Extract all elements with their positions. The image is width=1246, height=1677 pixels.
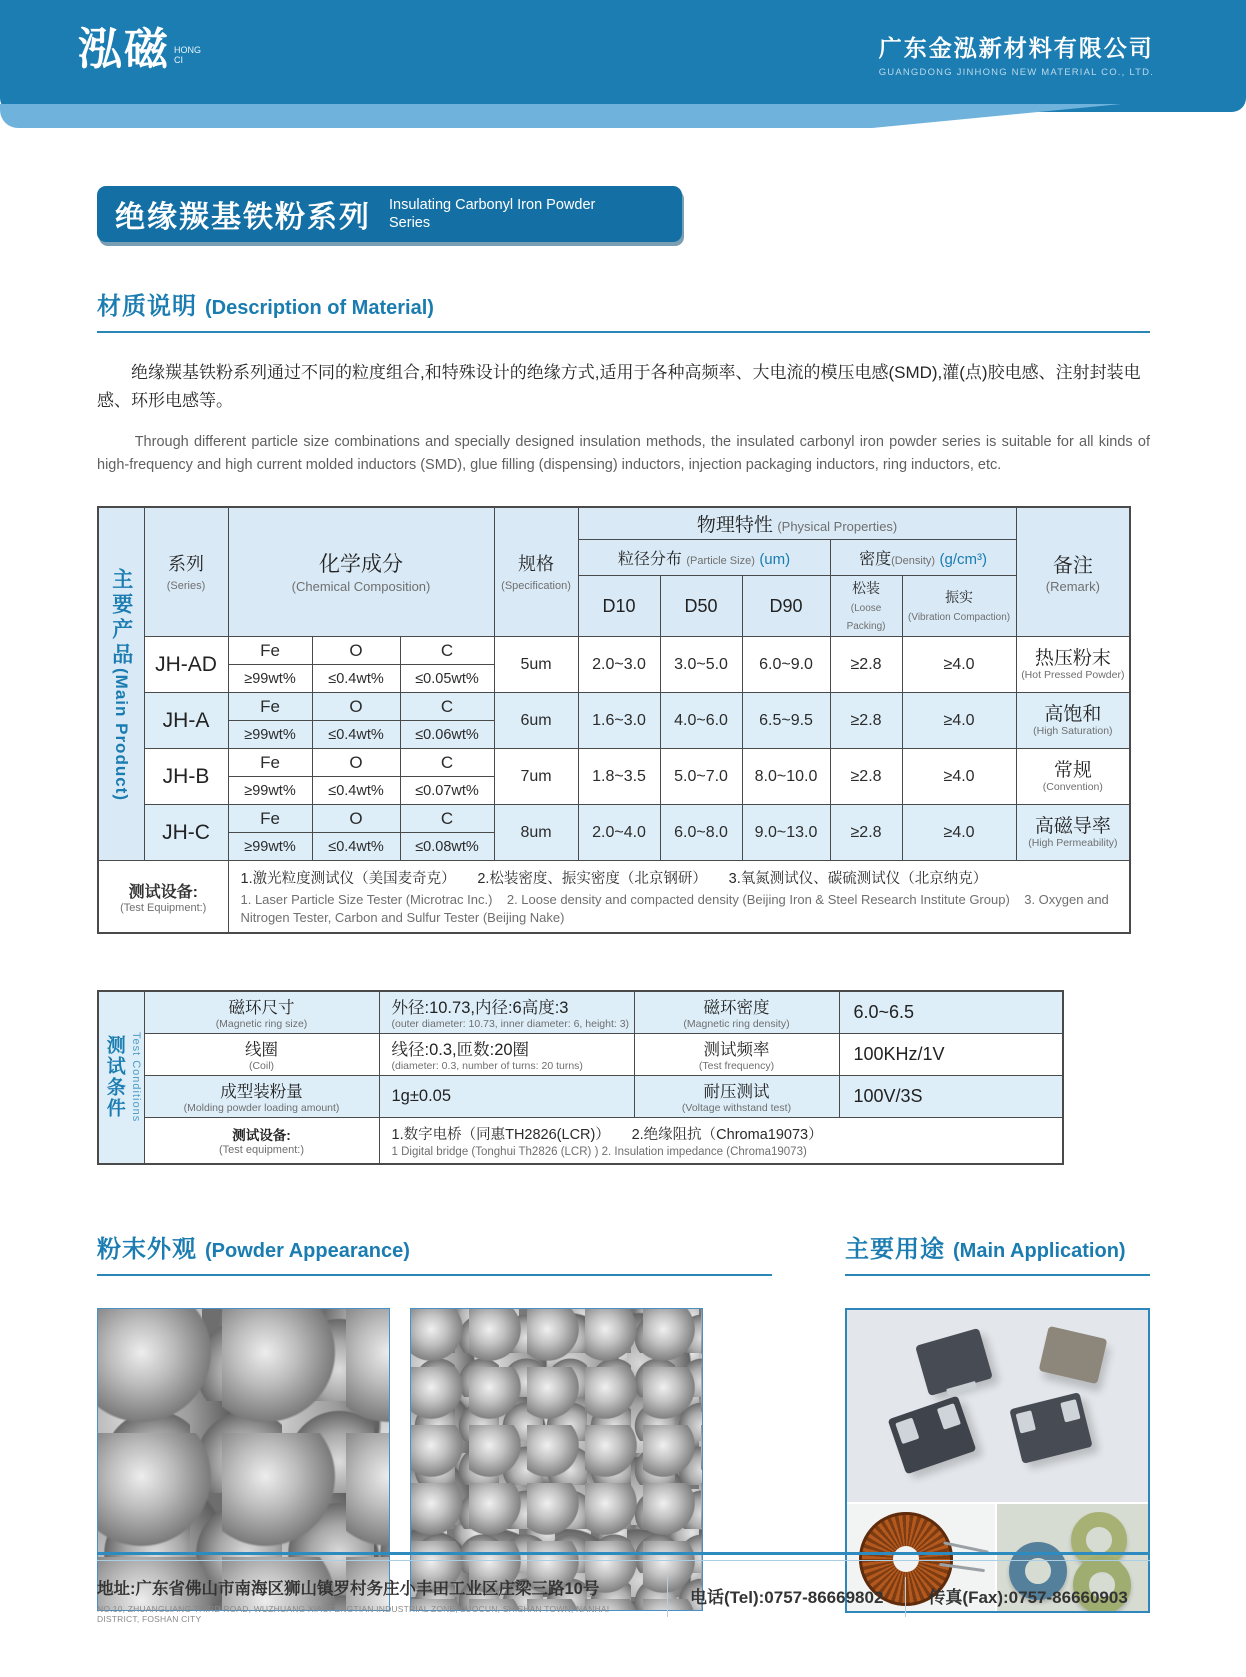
- footer-divider: [667, 1577, 668, 1617]
- d90-cell: 8.0~10.0: [742, 749, 830, 805]
- col-header-vibration: 振实 (Vibration Compaction): [902, 576, 1016, 637]
- d90-cell: 9.0~13.0: [742, 805, 830, 861]
- loose-density-cell: ≥2.8: [830, 693, 902, 749]
- section-heading-powder: 粉末外观 (Powder Appearance): [97, 1235, 410, 1263]
- test-conditions-table: [97, 990, 1064, 1165]
- d50-cell: 3.0~5.0: [660, 637, 742, 693]
- col-header-d10: D10: [578, 576, 660, 637]
- d50-cell: 4.0~6.0: [660, 693, 742, 749]
- test-row-ring-size: [98, 991, 1063, 1033]
- series-cell: JH-AD: [144, 637, 228, 693]
- logo-text: 泓磁: [78, 25, 170, 74]
- table-row-jh-a: JH-A Fe O C 6um 1.6~3.0 4.0~6.0 6.5~9.5 ≥2.8 ≥4.0 高饱和 (High Saturation): [98, 693, 1130, 721]
- d10-cell: 2.0~3.0: [578, 637, 660, 693]
- company-name-block: [879, 30, 1154, 78]
- page-header: [0, 0, 1246, 112]
- series-cell: JH-C: [144, 805, 228, 861]
- section-rule: [97, 1274, 772, 1276]
- powder-amount-label: 成型装粉量 (Molding powder loading amount): [144, 1075, 379, 1117]
- ring-density-value: 6.0~6.5: [839, 991, 1063, 1033]
- loose-density-cell: ≥2.8: [830, 637, 902, 693]
- page-content: [97, 186, 1150, 1613]
- col-header-d50: D50: [660, 576, 742, 637]
- vibration-density-cell: ≥4.0: [902, 749, 1016, 805]
- spec-cell: 7um: [494, 749, 578, 805]
- smd-inductor: [888, 1395, 977, 1474]
- section-heading-material-cn: 材质说明: [97, 293, 197, 320]
- test-equipment-label-2: 测试设备: (Test equipment:): [144, 1117, 379, 1164]
- vibration-density-cell: ≥4.0: [902, 693, 1016, 749]
- footer-divider: [905, 1577, 906, 1617]
- smd-inductor: [915, 1328, 993, 1396]
- telephone: 电话(Tel):0757-86669802: [690, 1588, 884, 1607]
- main-table-side-label: [98, 507, 144, 861]
- d90-cell: 6.5~9.5: [742, 693, 830, 749]
- test-row-coil: [98, 1033, 1063, 1075]
- ring-density-label: 磁环密度 (Magnetic ring density): [634, 991, 839, 1033]
- company-name-en: GUANGDONG JINHONG NEW MATERIAL CO., LTD.: [878, 67, 1154, 78]
- description-paragraph-cn: 绝缘羰基铁粉系列通过不同的粒度组合,和特殊设计的绝缘方式,适用于各种高频率、大电流的模压电感(SMD),灌(点)胶电感、注射封装电感、环形电感等。: [97, 363, 1141, 411]
- remark-cell: 常规 (Convention): [1016, 749, 1130, 805]
- address-en: NO.10, ZHUANGLIANG THIRD ROAD, WUZHUANG XIAOFENGTIAN INDUSTRIAL ZONE, LUOCUN, SHISHAN TOWN, NANHAI DISTRICT, FOSHAN CITY: [97, 1604, 610, 1624]
- test-equipment-row: [98, 861, 1130, 934]
- table-row-jh-c-values: ≥99wt% ≤0.4wt% ≤0.08wt%: [98, 833, 1130, 861]
- series-title-banner: [97, 186, 682, 242]
- series-title-en-line2: Series: [389, 215, 431, 231]
- description-paragraph-en: Through different particle size combinations and specially designed insulation methods, the insulated carbonyl iron powder series is suitable for all kinds of high-frequency and high current molded inductors (SMD), glue filling (dispensing) inductors, injection packaging inductors, ring inductors, etc.: [97, 434, 1150, 473]
- table-row-jh-b: JH-B Fe O C 7um 1.8~3.5 5.0~7.0 8.0~10.0 ≥2.8 ≥4.0 常规 (Convention): [98, 749, 1130, 777]
- col-header-chemical: 化学成分 (Chemical Composition): [228, 507, 494, 637]
- ring-size-label: 磁环尺寸 (Magnetic ring size): [144, 991, 379, 1033]
- col-header-remark: 备注 (Remark): [1016, 507, 1130, 637]
- frequency-value: 100KHz/1V: [839, 1033, 1063, 1075]
- section-heading-application: 主要用途 (Main Application): [845, 1235, 1126, 1263]
- footer-accent-line: [97, 1560, 1150, 1561]
- test-equipment-content: 1.激光粒度测试仪（美国麦奇克） 2.松装密度、振实密度（北京钢研） 3.氧氮测试仪、碳硫测试仪（北京纳克） 1. Laser Particle Size Tester (Microtrac Inc.) 2. Loose density and compacted density (Beijing Iron & Steel Research Institute Group) 3. Oxygen and Nitrogen Tester, Carbon and Sulfur Tester (Beijing Nake): [228, 861, 1130, 934]
- logo-subtext: [174, 46, 201, 66]
- col-header-spec: 规格 (Specification): [494, 507, 578, 637]
- table-row-jh-a-values: ≥99wt% ≤0.4wt% ≤0.06wt%: [98, 721, 1130, 749]
- test-equipment-label: 测试设备: (Test Equipment:): [98, 861, 228, 934]
- col-header-loose-packing: 松装 (Loose Packing): [830, 576, 902, 637]
- col-header-physical: 物理特性 (Physical Properties): [578, 507, 1016, 540]
- coil-value: 线径:0.3,匝数:20圈 (diameter: 0.3, number of turns: 20 turns): [379, 1033, 634, 1075]
- page-footer: [97, 1552, 1150, 1624]
- remark-cell: 高饱和 (High Saturation): [1016, 693, 1130, 749]
- address-cn: 地址:广东省佛山市南海区狮山镇罗村务庄小丰田工业区庄梁三路10号: [97, 1580, 600, 1598]
- d90-cell: 6.0~9.0: [742, 637, 830, 693]
- test-equipment-row-2: [98, 1117, 1063, 1164]
- side-label-en: Test Conditions: [129, 1032, 142, 1123]
- col-header-series: 系列 (Series): [144, 507, 228, 637]
- section-rule: [845, 1274, 1150, 1276]
- smd-inductor: [1039, 1325, 1108, 1383]
- logo-sub-line2: CI: [174, 54, 183, 65]
- ring-size-value: 外径:10.73,内径:6高度:3 (outer diameter: 10.73, inner diameter: 6, height: 3): [379, 991, 634, 1033]
- loose-density-cell: ≥2.8: [830, 749, 902, 805]
- company-logo: [78, 25, 201, 74]
- series-title-en-line1: Insulating Carbonyl Iron Powder: [389, 196, 596, 213]
- main-product-table: [97, 506, 1131, 934]
- series-title-en: [389, 196, 595, 232]
- powder-amount-value: 1g±0.05: [379, 1075, 634, 1117]
- test-equipment-content-2: 1.数字电桥（同惠TH2826(LCR)） 2.绝缘阻抗（Chroma19073） 1 Digital bridge (Tonghui Th2826 (LCR) ) 2. Insulation impedance (Chroma19073): [379, 1117, 1063, 1164]
- col-header-d90: D90: [742, 576, 830, 637]
- address-block: [97, 1575, 645, 1624]
- section-rule: [97, 331, 1150, 333]
- remark-cell: 热压粉末 (Hot Pressed Powder): [1016, 637, 1130, 693]
- logo-sub-line1: HONG: [174, 45, 201, 55]
- d50-cell: 6.0~8.0: [660, 805, 742, 861]
- withstand-value: 100V/3S: [839, 1075, 1063, 1117]
- loose-density-cell: ≥2.8: [830, 805, 902, 861]
- table-row-jh-c: JH-C Fe O C 8um 2.0~4.0 6.0~8.0 9.0~13.0 ≥2.8 ≥4.0 高磁导率 (High Permeability): [98, 805, 1130, 833]
- section-heading-material: [97, 286, 1150, 321]
- table-row-jh-ad-values: ≥99wt% ≤0.4wt% ≤0.05wt%: [98, 665, 1130, 693]
- fax: 传真(Fax):0757-86660903: [928, 1588, 1128, 1607]
- smd-inductors-photo: [847, 1310, 1148, 1502]
- d10-cell: 2.0~4.0: [578, 805, 660, 861]
- section-heading-material-en: (Description of Material): [205, 297, 434, 319]
- remark-cell: 高磁导率 (High Permeability): [1016, 805, 1130, 861]
- spec-cell: 6um: [494, 693, 578, 749]
- withstand-label: 耐压测试 (Voltage withstand test): [634, 1075, 839, 1117]
- side-label-en: (Main Product): [111, 667, 131, 801]
- coil-label: 线圈 (Coil): [144, 1033, 379, 1075]
- side-label-cn: 主要产品: [109, 567, 133, 668]
- series-cell: JH-A: [144, 693, 228, 749]
- d50-cell: 5.0~7.0: [660, 749, 742, 805]
- side-label-cn: 测试条件: [103, 1035, 125, 1120]
- series-title-cn: 绝缘羰基铁粉系列: [115, 201, 371, 234]
- table-row-jh-b-values: ≥99wt% ≤0.4wt% ≤0.07wt%: [98, 777, 1130, 805]
- d10-cell: 1.8~3.5: [578, 749, 660, 805]
- col-header-particle-size: 粒径分布 (Particle Size) (um): [578, 540, 830, 576]
- test-row-powder-amount: [98, 1075, 1063, 1117]
- header-accent-band: [0, 104, 1246, 128]
- company-name-cn: 广东金泓新材料有限公司: [878, 35, 1154, 61]
- spec-cell: 5um: [494, 637, 578, 693]
- frequency-label: 测试频率 (Test frequency): [634, 1033, 839, 1075]
- series-cell: JH-B: [144, 749, 228, 805]
- vibration-density-cell: ≥4.0: [902, 805, 1016, 861]
- d10-cell: 1.6~3.0: [578, 693, 660, 749]
- col-header-density: 密度(Density) (g/cm³): [830, 540, 1016, 576]
- vibration-density-cell: ≥4.0: [902, 637, 1016, 693]
- table-row-jh-ad: JH-AD Fe O C 5um 2.0~3.0 3.0~5.0 6.0~9.0 ≥2.8 ≥4.0 热压粉末 (Hot Pressed Powder): [98, 637, 1130, 665]
- spec-cell: 8um: [494, 805, 578, 861]
- smd-inductor: [1009, 1392, 1092, 1464]
- test-table-side-label: [98, 991, 144, 1164]
